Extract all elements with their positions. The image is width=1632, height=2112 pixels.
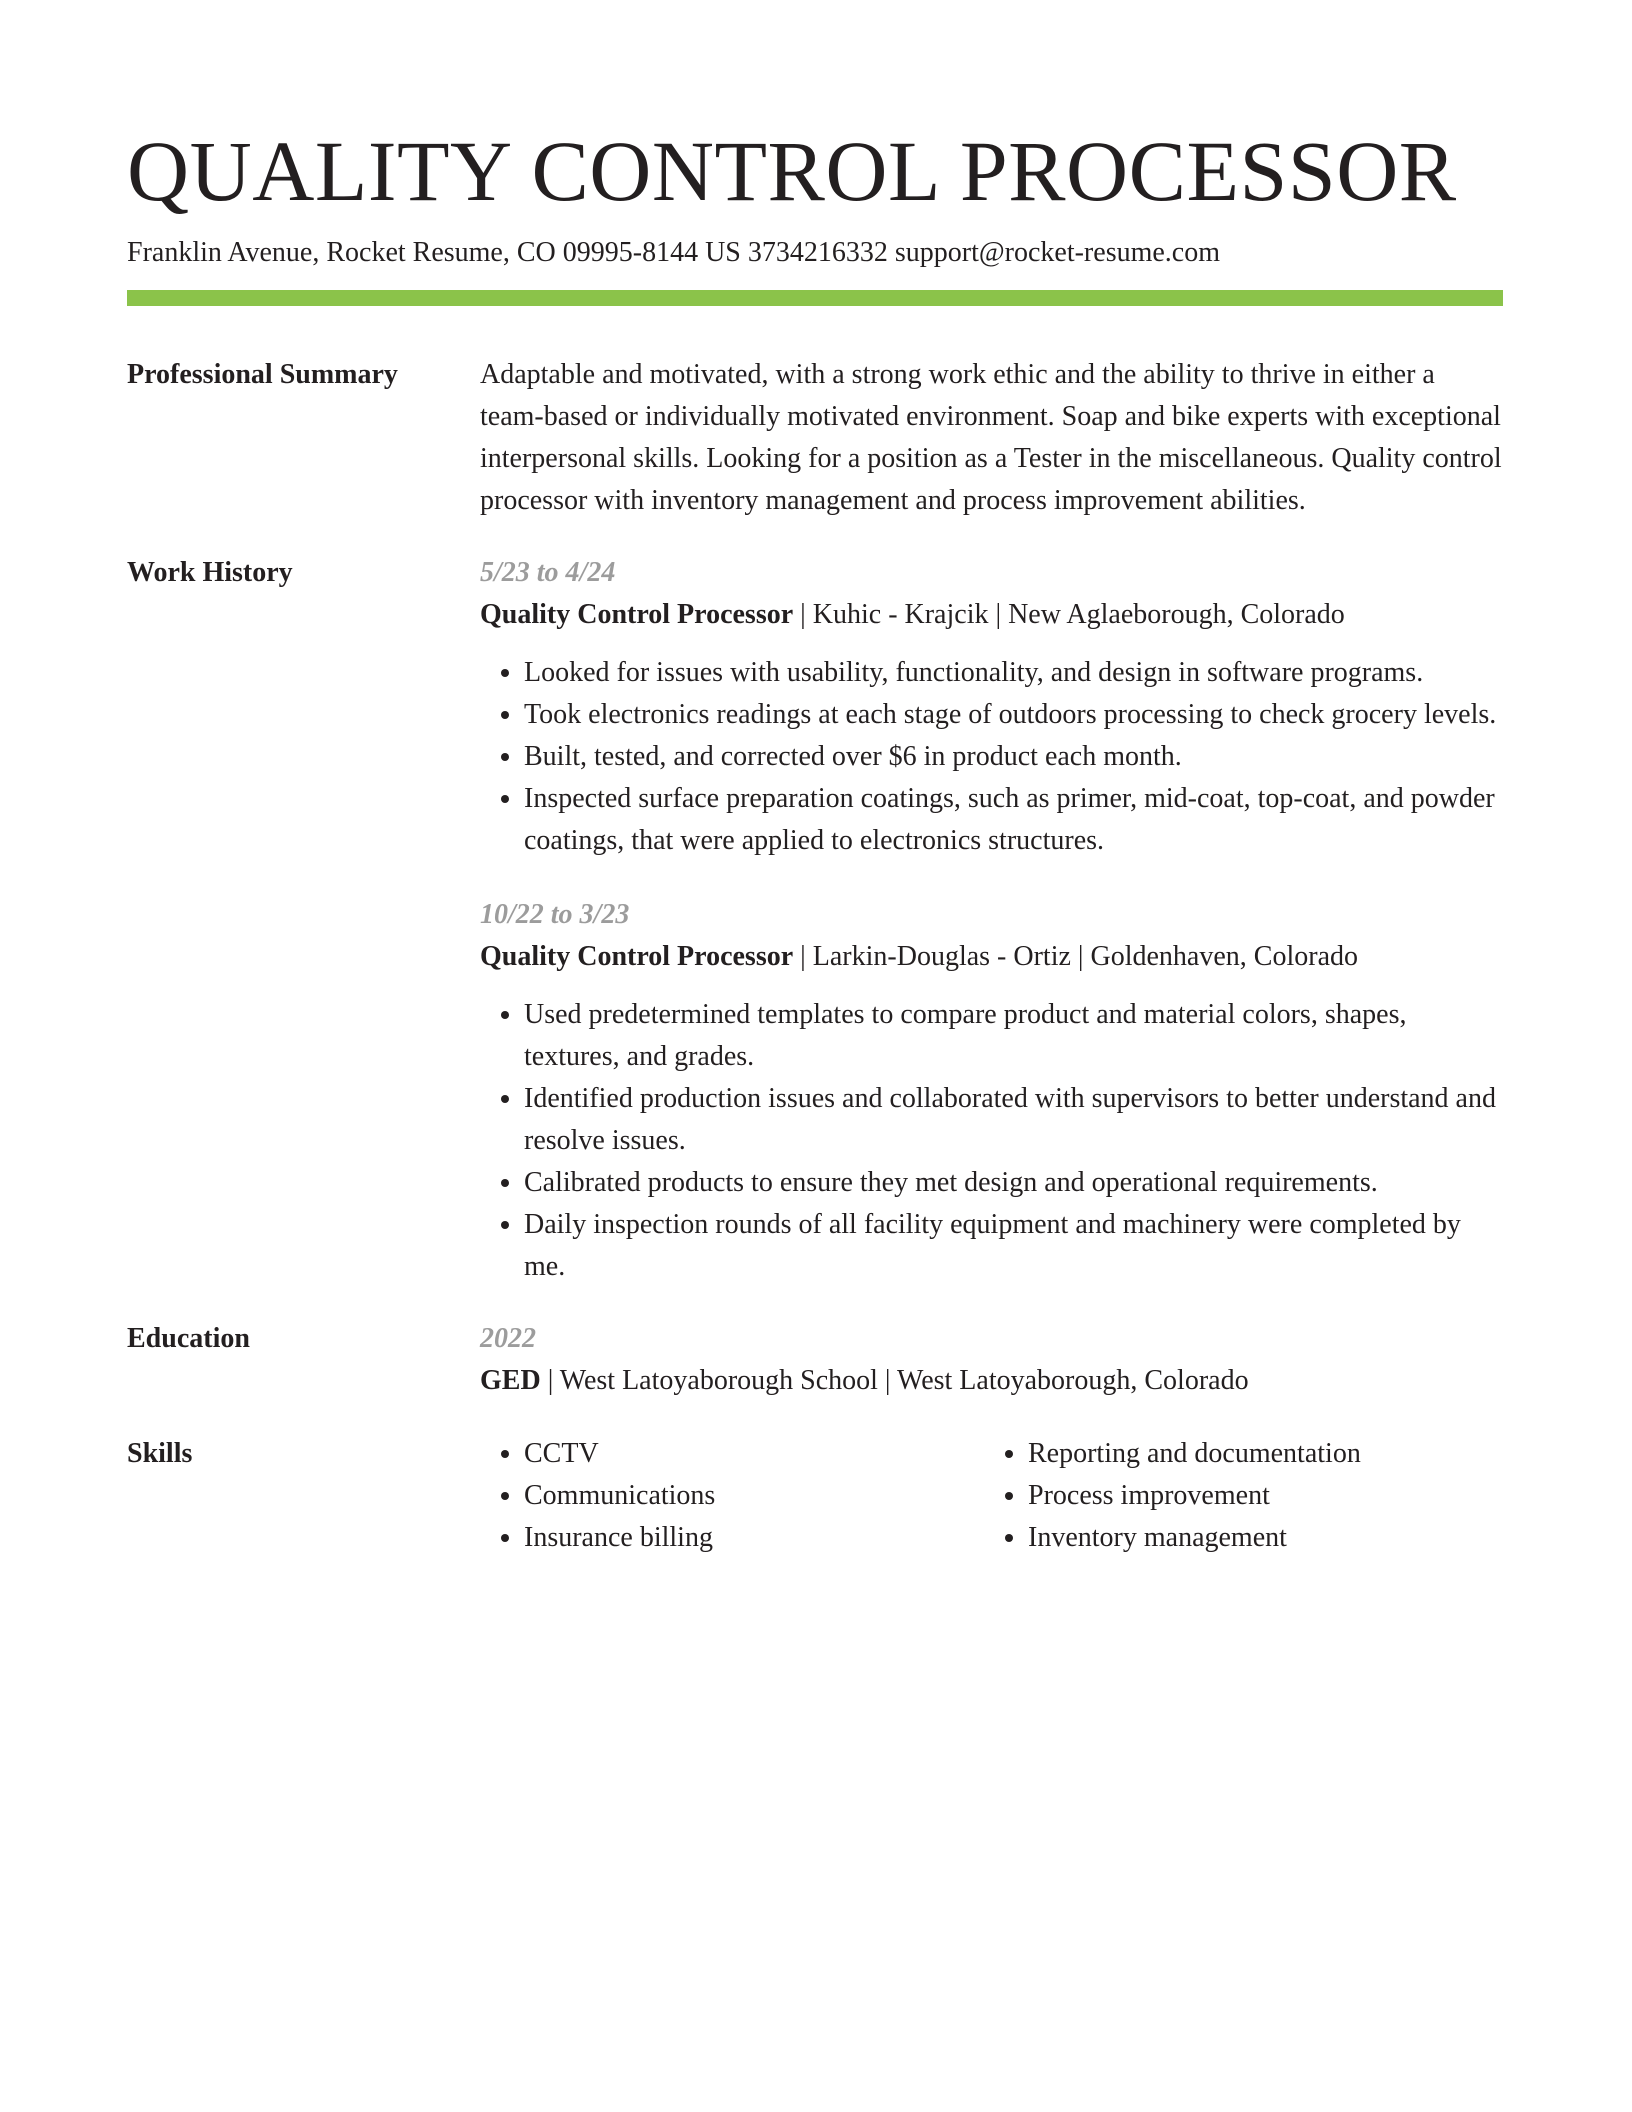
job-bullet: • Took electronics readings at each stage of outdoors processing to check grocery levels.: [524, 694, 1503, 736]
skills-list-left: [480, 1433, 984, 1559]
job-bullet: • Used predetermined templates to compare product and material colors, shapes, textures, and grades.: [524, 994, 1503, 1078]
work-history-section: [127, 552, 1503, 1288]
summary-text: Adaptable and motivated, with a strong work ethic and the ability to thrive in either a team-based or individually motivated environment. Soap and bike experts with exceptional interpersonal skills. Looking for a position as a Tester in the miscellaneous. Quality control processor with inventory management and process improvement abilities.: [480, 359, 1502, 516]
summary-section: [127, 354, 1503, 522]
job-dates: 10/22 to 3/23: [480, 899, 630, 930]
skill-item: • Inventory management: [1028, 1517, 1361, 1559]
job-bullets: [480, 994, 1503, 1288]
contact-line: Franklin Avenue, Rocket Resume, CO 09995-8144 US 3734216332 support@rocket-resume.com: [127, 237, 1220, 268]
job-entry: [480, 552, 1503, 862]
education-body: [480, 1318, 1503, 1402]
section-label-education: Education: [127, 1323, 250, 1354]
section-label-skills: Skills: [127, 1438, 193, 1469]
job-heading: [480, 594, 1503, 636]
skills-body: [480, 1433, 1503, 1559]
education-heading: [480, 1360, 1503, 1402]
job-bullet: • Built, tested, and corrected over $6 in product each month.: [524, 736, 1503, 778]
accent-divider: [127, 290, 1503, 306]
resume-page: [127, 118, 1503, 1559]
education-section: [127, 1318, 1503, 1402]
job-bullets: [480, 652, 1503, 862]
job-details: | Kuhic - Krajcik | New Aglaeborough, Colorado: [793, 599, 1345, 630]
education-year: 2022: [480, 1323, 536, 1354]
work-history-body: [480, 552, 1503, 1288]
skill-item: • Insurance billing: [524, 1517, 984, 1559]
skill-item: • Process improvement: [1028, 1475, 1361, 1517]
job-title: Quality Control Processor: [480, 941, 794, 972]
skill-item: • CCTV: [524, 1433, 984, 1475]
skill-item: • Communications: [524, 1475, 984, 1517]
job-bullet: • Inspected surface preparation coatings, such as primer, mid-coat, top-coat, and powder coatings, that were applied to electronics structures.: [524, 778, 1503, 862]
job-bullet: • Identified production issues and collaborated with supervisors to better understand and resolve issues.: [524, 1078, 1503, 1162]
job-details: | Larkin-Douglas - Ortiz | Goldenhaven, Colorado: [793, 941, 1358, 972]
job-bullet: • Looked for issues with usability, functionality, and design in software programs.: [524, 652, 1503, 694]
job-entry: [480, 894, 1503, 1288]
skills-list-right: [984, 1433, 1361, 1559]
job-bullet: • Daily inspection rounds of all facility equipment and machinery were completed by me.: [524, 1204, 1503, 1288]
job-bullet: • Calibrated products to ensure they met design and operational requirements.: [524, 1162, 1503, 1204]
skill-item: • Reporting and documentation: [1028, 1433, 1361, 1475]
education-degree: GED: [480, 1365, 541, 1396]
job-dates: 5/23 to 4/24: [480, 557, 616, 588]
job-heading: [480, 936, 1503, 978]
education-details: | West Latoyaborough School | West Latoyaborough, Colorado: [540, 1365, 1249, 1396]
section-label-work-history: Work History: [127, 557, 293, 588]
job-title: Quality Control Processor: [480, 599, 794, 630]
skills-section: [127, 1433, 1503, 1559]
section-label-summary: Professional Summary: [127, 359, 398, 390]
resume-name-heading: QUALITY CONTROL PROCESSOR: [127, 123, 1457, 219]
